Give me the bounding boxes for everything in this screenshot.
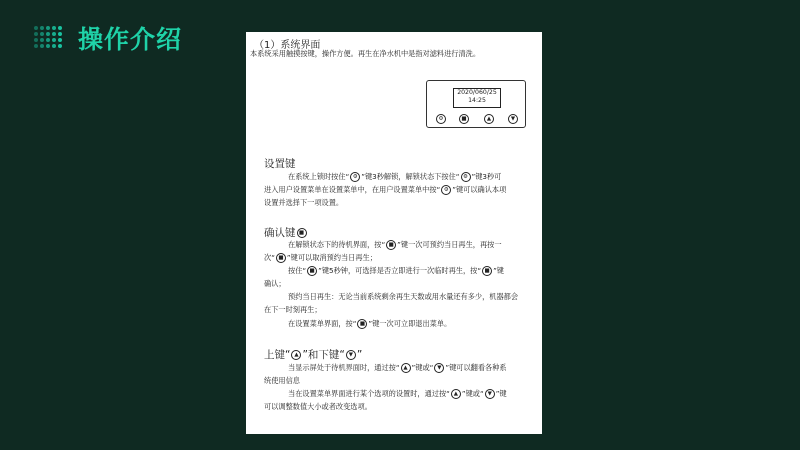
slide-title: 操作介绍 xyxy=(78,25,183,54)
confirm-line-6: 在下一时刻再生； xyxy=(264,305,322,314)
display-date: 2020/060/25 xyxy=(457,89,497,96)
confirm-icon: ■ xyxy=(357,319,367,329)
down-icon: ▼ xyxy=(434,363,444,373)
settings-heading: 设置键 xyxy=(264,158,296,170)
display-time: 14:25 xyxy=(468,97,486,104)
settings-icon: ⚙ xyxy=(461,172,471,182)
up-icon[interactable]: ▲ xyxy=(484,114,494,124)
up-icon: ▲ xyxy=(291,350,301,360)
down-icon: ▼ xyxy=(346,350,356,360)
confirm-line-5: 预约当日再生：无论当前系统剩余再生天数或用水量还有多少，机器都会 xyxy=(288,292,519,301)
down-icon[interactable]: ▼ xyxy=(508,114,518,124)
updown-line-4: 可以调整数值大小或者改变选项。 xyxy=(264,402,372,411)
confirm-line-3: 按住“ ■ ”键5秒钟，可选择是否立即进行一次临时再生，按“ ■ ”键 xyxy=(288,266,504,275)
confirm-heading: 确认键 ■ xyxy=(264,225,308,240)
confirm-line-4: 确认； xyxy=(264,279,286,288)
document-page xyxy=(246,32,542,434)
updown-line-3: 当在设置菜单界面进行某个选项的设置时，通过按“ ▲ ”键或“ ▼ ”键 xyxy=(288,389,507,398)
intro-text: 本系统采用触摸按键，操作方便。再生在净水机中是指对滤料进行清洗。 xyxy=(250,49,481,58)
section-title: （1）系统界面 xyxy=(254,40,321,51)
lcd-display xyxy=(453,88,501,108)
confirm-line-7: 在设置菜单界面，按“ ■ ”键一次可立即退出菜单。 xyxy=(288,319,452,328)
settings-line-2: 进入用户设置菜单在设置菜单中，在用户设置菜单中按“ ⚙ ”键可以确认本项 xyxy=(264,185,507,194)
updown-heading: 上键“ ▲ ”和下键“ ▼ ” xyxy=(264,349,363,361)
confirm-line-1: 在解锁状态下的待机界面，按“ ■ ”键一次可预约当日再生，再按一 xyxy=(288,240,502,249)
confirm-icon: ■ xyxy=(297,228,307,238)
settings-line-3: 设置并选择下一项设置。 xyxy=(264,198,344,207)
settings-icon: ⚙ xyxy=(441,185,451,195)
settings-icon[interactable]: ⚙ xyxy=(436,114,446,124)
confirm-icon: ■ xyxy=(307,266,317,276)
confirm-icon: ■ xyxy=(386,240,396,250)
logo-dots-icon xyxy=(34,26,64,50)
confirm-icon: ■ xyxy=(482,266,492,276)
control-panel xyxy=(426,80,526,128)
settings-line-1: 在系统上锁时按住“ ⚙ ”键3秒解锁，解锁状态下按住“ ⚙ ”键3秒可 xyxy=(288,172,502,181)
updown-line-2: 统使用信息 xyxy=(264,376,300,385)
updown-line-1: 当显示屏处于待机界面时，通过按“ ▲ ”键或“ ▼ ”键可以翻看各种系 xyxy=(288,363,507,372)
confirm-line-2: 次“ ■ ”键可以取消预约当日再生； xyxy=(264,253,377,262)
confirm-icon[interactable]: ■ xyxy=(459,114,469,124)
up-icon: ▲ xyxy=(451,389,461,399)
up-icon: ▲ xyxy=(401,363,411,373)
settings-icon: ⚙ xyxy=(350,172,360,182)
confirm-icon: ■ xyxy=(276,253,286,263)
down-icon: ▼ xyxy=(485,389,495,399)
